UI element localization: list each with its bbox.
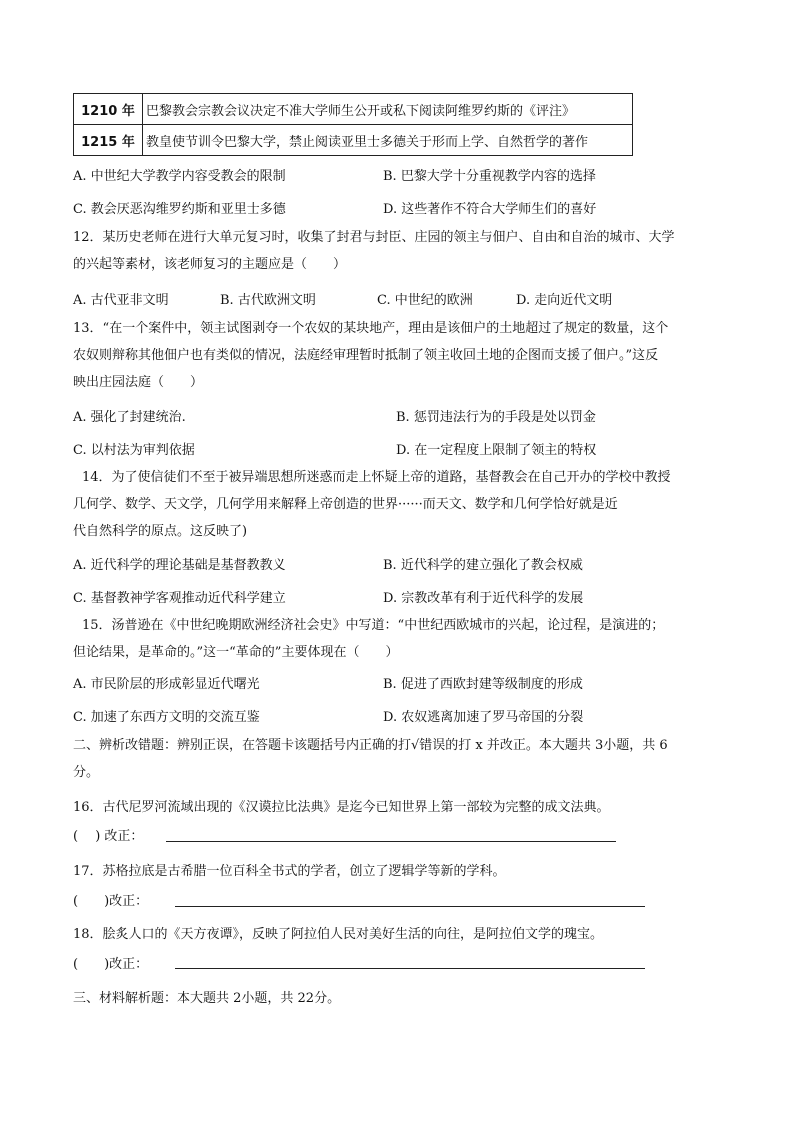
q12-option-a: A. 古代亚非文明 [73, 293, 169, 308]
table-row [74, 94, 633, 125]
q13-option-c: C. 以村法为审判依据 [73, 443, 195, 458]
q12-stem-line1: 12．某历史老师在进行大单元复习时，收集了封君与封臣、庄园的领主与佃户、自由和自治的城市、大学 [73, 230, 675, 245]
q11-option-c: C. 教会厌恶沟维罗约斯和亚里士多德 [73, 202, 286, 217]
q12-option-d: D. 走向近代文明 [516, 293, 613, 308]
section3-heading: 三、材料解析题：本大题共 2小题，共 22分。 [73, 991, 341, 1006]
table-row [74, 125, 633, 156]
q11-option-a: A. 中世纪大学教学内容受教会的限制 [73, 169, 286, 184]
q18-answer-label: ( )改正： [73, 957, 149, 972]
year-cell: 1215 年 [74, 125, 143, 156]
q14-option-c: C. 基督教神学客观推动近代科学建立 [73, 591, 286, 606]
q12-option-b: B. 古代欧洲文明 [220, 293, 316, 308]
section2-heading-line1: 二、辨析改错题：辨别正误，在答题卡该题括号内正确的打√错误的打 x 并改正。本大题共 3小题，共 6 [73, 738, 668, 753]
q15-option-d: D. 农奴逃离加速了罗马帝国的分裂 [383, 710, 584, 725]
q13-option-b: B. 惩罚违法行为的手段是处以罚金 [396, 410, 596, 425]
event-cell: 巴黎教会宗教会议决定不准大学师生公开或私下阅读阿维罗约斯的《评注》 [143, 94, 633, 125]
q15-option-c: C. 加速了东西方文明的交流互鉴 [73, 710, 260, 725]
q17-statement: 17．苏格拉底是古希腊一位百科全书式的学者，创立了逻辑学等新的学科。 [73, 864, 506, 879]
q13-stem-line3: 映出庄园法庭（ ） [73, 375, 204, 390]
history-table [73, 93, 633, 156]
q12-stem-line2: 的兴起等素材，该老师复习的主题应是（ ） [73, 257, 347, 272]
q14-stem-line3: 代自然科学的原点。这反映了) [73, 524, 248, 539]
q15-stem-line2: 但论结果，是革命的。”这一“革命的”主要体现在（ ） [73, 645, 399, 660]
q13-option-a: A. 强化了封建统治. [73, 410, 186, 425]
q14-stem-line1: 14．为了使信徒们不至于被异端思想所迷惑而走上怀疑上帝的道路，基督教会在自己开办的学校中教授 [82, 470, 671, 485]
q14-option-a: A. 近代科学的理论基础是基督教教义 [73, 558, 286, 573]
q14-stem-line2: 几何学、数学、天文学，几何学用来解释上帝创造的世界······而天文、数学和几何学恰好就是近 [73, 497, 618, 512]
q17-answer-line[interactable] [175, 906, 645, 907]
year-cell: 1210 年 [74, 94, 143, 125]
q16-answer-line[interactable] [166, 841, 616, 842]
q18-statement: 18．脍炙人口的《天方夜谭》，反映了阿拉伯人民对美好生活的向往，是阿拉伯文学的瑰宝。 [73, 927, 604, 942]
q16-answer-label: ( ) 改正： [73, 829, 144, 844]
event-cell: 教皇使节训令巴黎大学，禁止阅读亚里士多德关于形而上学、自然哲学的著作 [143, 125, 633, 156]
section2-heading-line2: 分。 [73, 765, 100, 780]
q18-answer-line[interactable] [175, 968, 645, 969]
q13-option-d: D. 在一定程度上限制了领主的特权 [396, 443, 597, 458]
q11-option-b: B. 巴黎大学十分重视教学内容的选择 [383, 169, 596, 184]
q17-answer-label: ( )改正： [73, 894, 149, 909]
q15-option-b: B. 促进了西欧封建等级制度的形成 [383, 677, 583, 692]
q13-stem-line1: 13．“在一个案件中，领主试图剥夺一个农奴的某块地产，理由是该佃户的土地超过了规定的数量，这个 [73, 321, 669, 336]
q14-option-d: D. 宗教改革有利于近代科学的发展 [383, 591, 584, 606]
q15-stem-line1: 15．汤普逊在《中世纪晚期欧洲经济社会史》中写道：“中世纪西欧城市的兴起，论过程，是演进的； [82, 618, 665, 633]
q15-option-a: A. 市民阶层的形成彰显近代曙光 [73, 677, 260, 692]
q11-option-d: D. 这些著作不符合大学师生们的喜好 [383, 202, 597, 217]
q12-option-c: C. 中世纪的欧洲 [377, 293, 473, 308]
q13-stem-line2: 农奴则辩称其他佃户也有类似的情况，法庭经审理暂时抵制了领主收回土地的企图而支援了佃户。”这反 [73, 348, 659, 363]
q16-statement: 16．古代尼罗河流域出现的《汉谟拉比法典》是迄今已知世界上第一部较为完整的成文法典。 [73, 800, 610, 815]
q14-option-b: B. 近代科学的建立强化了教会权威 [383, 558, 583, 573]
